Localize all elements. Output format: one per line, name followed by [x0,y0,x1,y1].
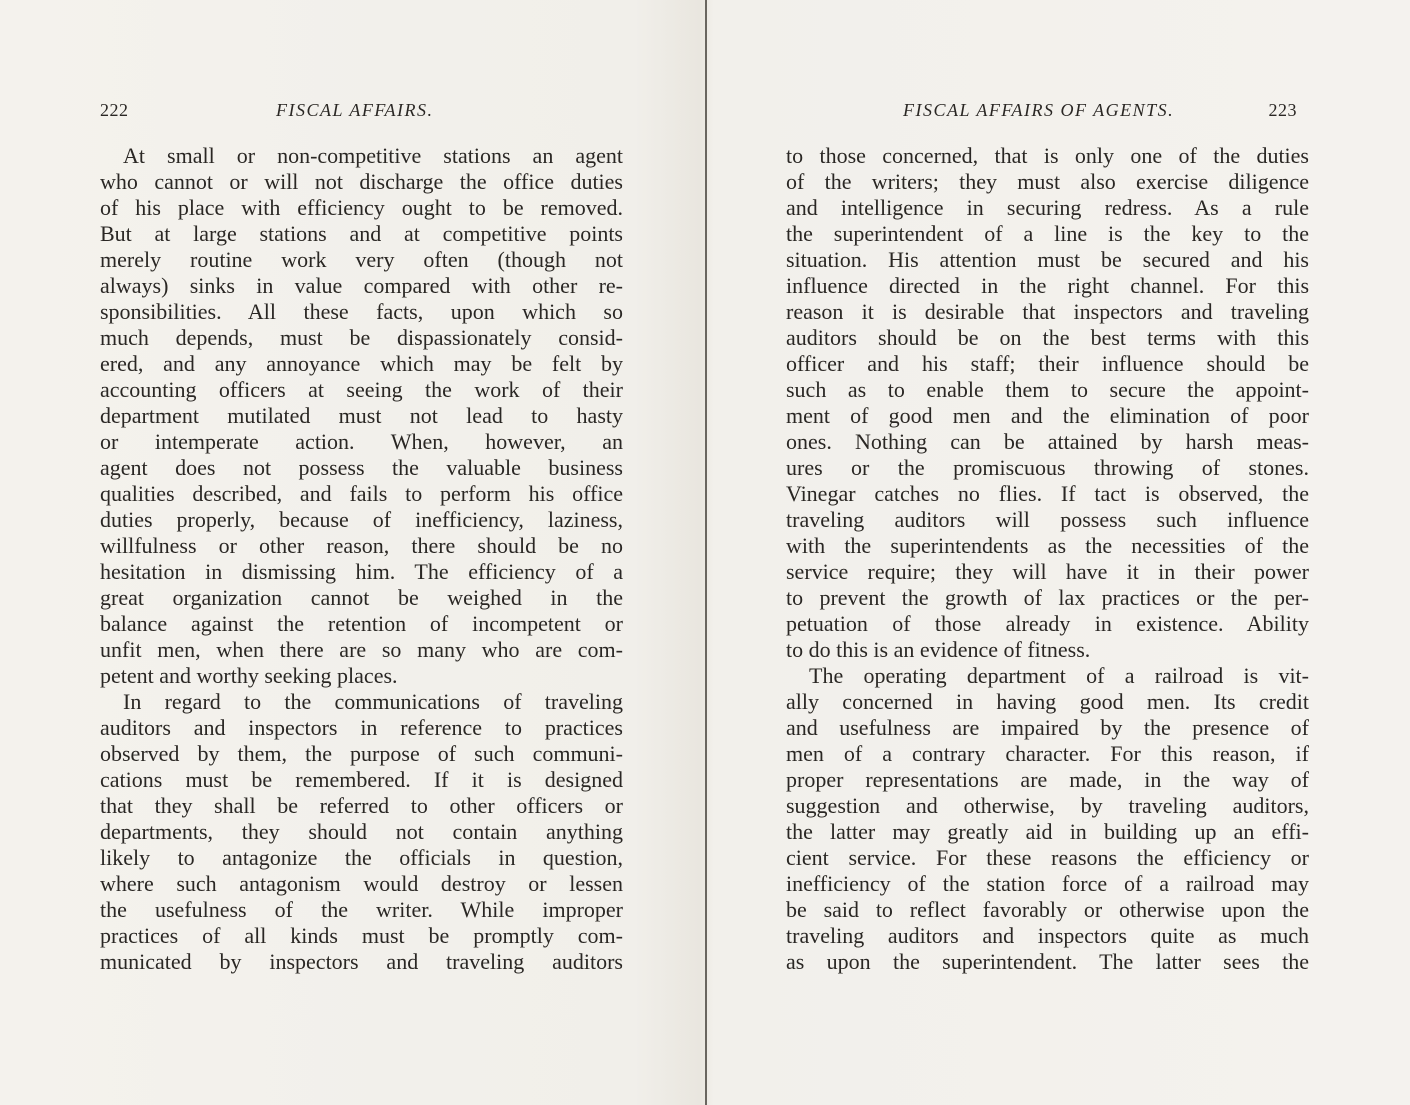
left-page [100,0,623,1105]
text-line: auditors and inspectors in reference to practices [100,715,623,740]
text-line: department mutilated must not lead to hasty [100,403,623,428]
text-line: much depends, must be dispassionately consid- [100,325,623,350]
text-line: always) sinks in value compared with other re- [100,273,623,298]
text-line: situation. His attention must be secured and his [786,247,1309,272]
left-running-title: FISCAL AFFAIRS. [276,100,434,120]
text-line: inefficiency of the station force of a railroad may [786,871,1309,896]
text-line: the usefulness of the writer. While improper [100,897,623,922]
text-line: to do this is an evidence of fitness. [786,637,1091,662]
text-line: traveling auditors will possess such influence [786,507,1309,532]
text-line: practices of all kinds must be promptly com- [100,923,623,948]
text-line: likely to antagonize the officials in question, [100,845,623,870]
text-line: suggestion and otherwise, by traveling auditors, [786,793,1309,818]
text-line: Vinegar catches no flies. If tact is observed, the [786,481,1309,506]
text-line: of the writers; they must also exercise diligence [786,169,1309,194]
right-body-text [786,143,1309,975]
left-page-number: 222 [100,100,129,120]
text-line: ones. Nothing can be attained by harsh meas- [786,429,1309,454]
text-line: service require; they will have it in their power [786,559,1309,584]
text-line: reason it is desirable that inspectors and traveling [786,299,1309,324]
text-line: unfit men, when there are so many who are com- [100,637,623,662]
right-page [786,0,1309,1105]
text-line: the superintendent of a line is the key to the [786,221,1309,246]
text-line: as upon the superintendent. The latter sees the [786,949,1309,974]
right-running-head [786,100,1309,124]
text-line: or intemperate action. When, however, an [100,429,623,454]
text-line: ally concerned in having good men. Its credit [786,689,1309,714]
text-line: such as to enable them to secure the appoint- [786,377,1309,402]
text-line: to those concerned, that is only one of the duties [786,143,1309,168]
text-line: At small or non-competitive stations an agent [123,143,623,168]
text-line: great organization cannot be weighed in the [100,585,623,610]
right-running-title: FISCAL AFFAIRS OF AGENTS. [903,100,1175,120]
text-line: qualities described, and fails to perform his office [100,481,623,506]
text-line: auditors should be on the best terms with this [786,325,1309,350]
text-line: The operating department of a railroad is vit- [809,663,1309,688]
text-line: and intelligence in securing redress. As a rule [786,195,1309,220]
left-running-head [100,100,623,124]
text-line: and usefulness are impaired by the presence of [786,715,1309,740]
text-line: of his place with efficiency ought to be removed. [100,195,623,220]
text-line: petent and worthy seeking places. [100,663,398,688]
text-line: with the superintendents as the necessities of the [786,533,1309,558]
right-page-number: 223 [1268,100,1297,120]
text-line: departments, they should not contain anything [100,819,623,844]
text-line: where such antagonism would destroy or lessen [100,871,623,896]
left-body-text [100,143,623,975]
text-line: observed by them, the purpose of such communi- [100,741,623,766]
text-line: proper representations are made, in the way of [786,767,1309,792]
text-line: that they shall be referred to other officers or [100,793,623,818]
text-line: hesitation in dismissing him. The efficiency of a [100,559,623,584]
text-line: who cannot or will not discharge the office duties [100,169,623,194]
text-line: In regard to the communications of traveling [123,689,623,714]
text-line: cient service. For these reasons the efficiency or [786,845,1309,870]
text-line: traveling auditors and inspectors quite as much [786,923,1309,948]
text-line: sponsibilities. All these facts, upon which so [100,299,623,324]
text-line: petuation of those already in existence. Ability [786,611,1309,636]
text-line: ment of good men and the elimination of poor [786,403,1309,428]
text-line: accounting officers at seeing the work of their [100,377,623,402]
text-line: influence directed in the right channel. For this [786,273,1309,298]
book-gutter [705,0,707,1105]
text-line: ures or the promiscuous throwing of stones. [786,455,1309,480]
text-line: municated by inspectors and traveling auditors [100,949,623,974]
text-line: cations must be remembered. If it is designed [100,767,623,792]
text-line: But at large stations and at competitive points [100,221,623,246]
text-line: balance against the retention of incompetent or [100,611,623,636]
text-line: agent does not possess the valuable business [100,455,623,480]
text-line: willfulness or other reason, there should be no [100,533,623,558]
text-line: the latter may greatly aid in building up an effi- [786,819,1309,844]
text-line: officer and his staff; their influence should be [786,351,1309,376]
text-line: ered, and any annoyance which may be felt by [100,351,623,376]
text-line: to prevent the growth of lax practices or the per- [786,585,1309,610]
text-line: duties properly, because of inefficiency, laziness, [100,507,623,532]
text-line: men of a contrary character. For this reason, if [786,741,1309,766]
text-line: merely routine work very often (though not [100,247,623,272]
text-line: be said to reflect favorably or otherwise upon the [786,897,1309,922]
